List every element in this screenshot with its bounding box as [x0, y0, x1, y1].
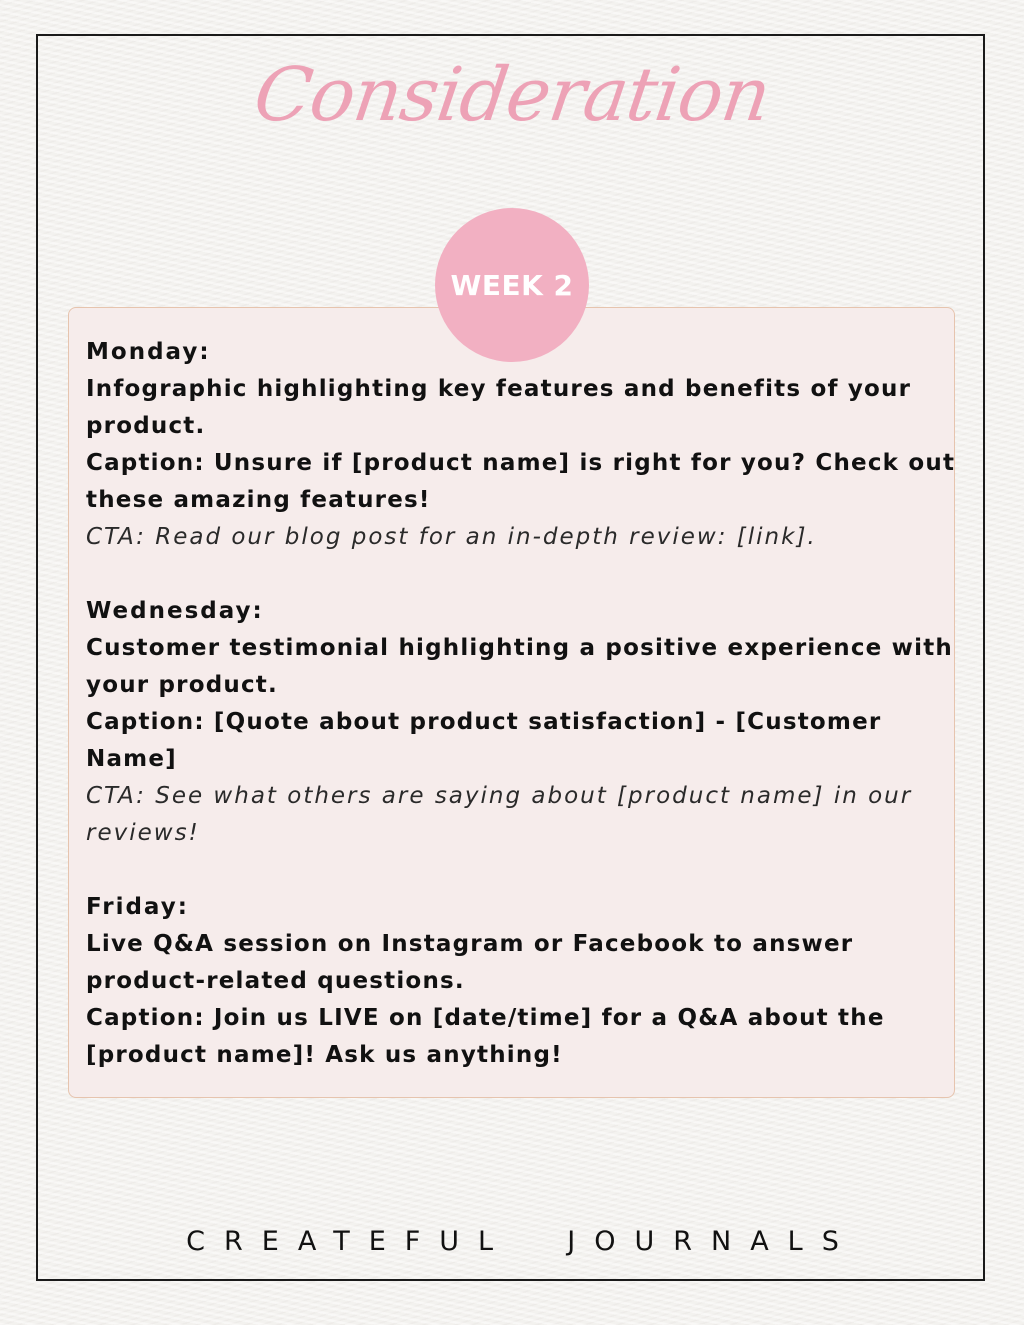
day-heading: Wednesday:	[86, 598, 264, 624]
post-caption: [product name]! Ask us anything!	[86, 1042, 563, 1068]
post-cta: CTA: See what others are saying about [product name] in our	[86, 783, 913, 809]
monday-section	[86, 334, 956, 556]
wednesday-section	[86, 593, 953, 852]
post-description: Customer testimonial highlighting a positive experience with	[86, 635, 953, 661]
brand-footer: CREATEFUL JOURNALS	[186, 1226, 858, 1257]
day-heading: Friday:	[86, 894, 189, 920]
post-description: Live Q&A session on Instagram or Facebook to answer	[86, 931, 854, 957]
post-description: Infographic highlighting key features and benefits of your	[86, 376, 912, 402]
schedule-content	[86, 334, 956, 1074]
post-caption: Caption: Unsure if [product name] is right for you? Check out	[86, 450, 956, 476]
section-spacer	[86, 556, 936, 593]
post-description: your product.	[86, 672, 278, 698]
post-description: product.	[86, 413, 206, 439]
post-caption: Caption: Join us LIVE on [date/time] for a Q&A about the	[86, 1005, 885, 1031]
post-caption: these amazing features!	[86, 487, 431, 513]
day-heading: Monday:	[86, 339, 211, 365]
post-description: product-related questions.	[86, 968, 465, 994]
week-badge: WEEK 2	[435, 208, 589, 362]
page-title: Consideration	[249, 52, 775, 138]
post-cta: CTA: Read our blog post for an in-depth review: [link].	[86, 524, 817, 550]
friday-section	[86, 889, 936, 1074]
post-caption: Name]	[86, 746, 177, 772]
post-caption: Caption: [Quote about product satisfaction] - [Customer	[86, 709, 882, 735]
post-cta: reviews!	[86, 820, 200, 846]
section-spacer	[86, 852, 936, 889]
